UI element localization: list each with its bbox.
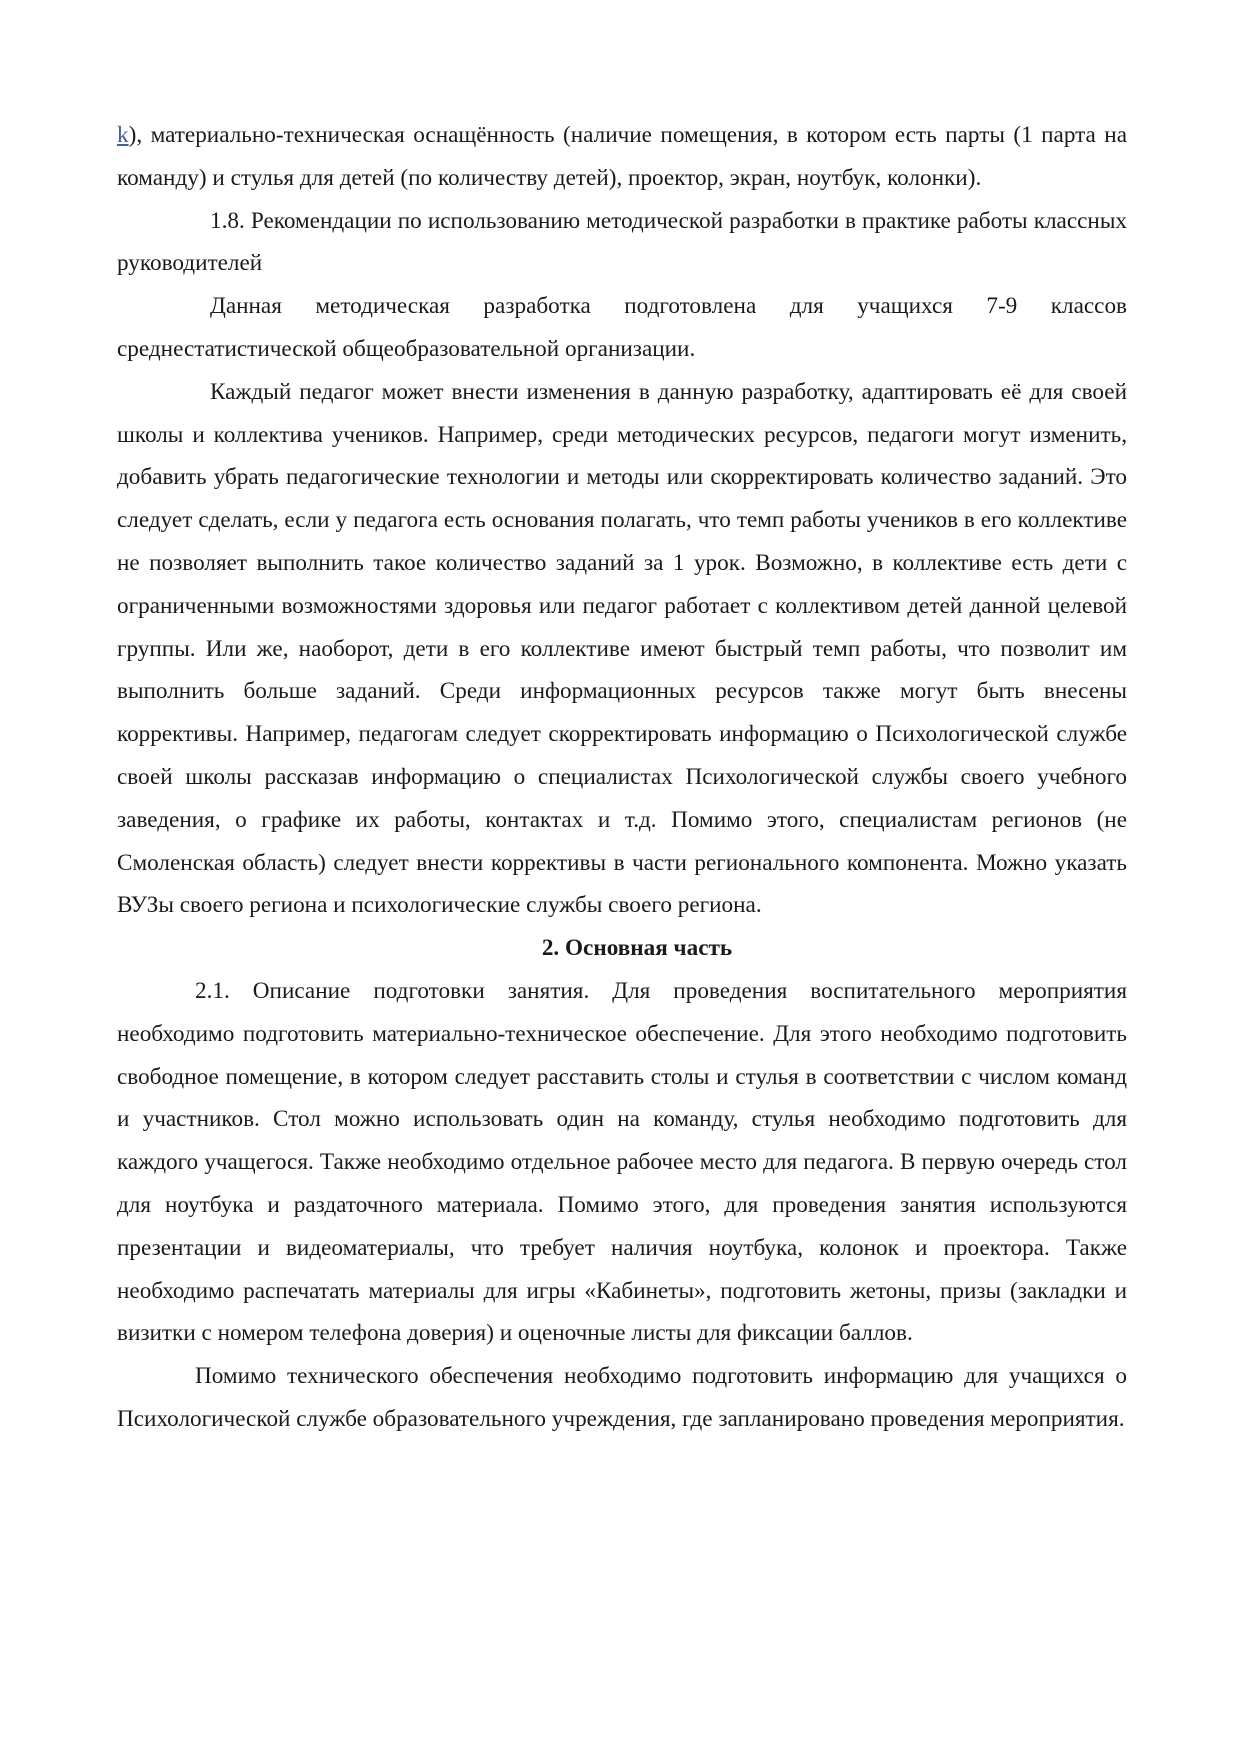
continuation-text: ), материально-техническая оснащённость (наличие помещения, в котором есть парты (1 парта на команду) и стулья для детей (по количеству детей), проектор, экран, ноутбук, колонки). [117,122,1127,191]
continuation-paragraph [117,114,1127,200]
adaptation-paragraph: Каждый педагог может внести изменения в данную разработку, адаптировать её для своей школы и коллектива учеников. Например, среди методических ресурсов, педагоги могут изменить, добавить убрать педагогические технологии и методы или скорректировать количество заданий. Это следует сделать, если у педагога есть основания полагать, что темп работы учеников в его коллективе не позволяет выполнить такое количество заданий за 1 урок. Возможно, в коллективе есть дети с ограниченными возможностями здоровья или педагог работает с коллективом детей данной целевой группы. Или же, наоборот, дети в его коллективе имеют быстрый темп работы, что позволит им выполнить больше заданий. Среди информационных ресурсов также могут быть внесены коррективы. Например, педагогам следует скорректировать информацию о Психологической службе своей школы рассказав информацию о специалистах Психологической службы своего учебного заведения, о графике их работы, контактах и т.д. Помимо этого, специалистам регионов (не Смоленская область) следует внести коррективы в части регионального компонента. Можно указать ВУЗы своего региона и психологические службы своего региона. [117,378,1127,919]
document-page [117,114,1127,1441]
preparation-paragraph: 2.1. Описание подготовки занятия. Для проведения воспитательного мероприятия необходимо подготовить материально-техническое обеспечение. Для этого необходимо подготовить свободное помещение, в котором следует расставить столы и стулья в соответствии с числом команд и участников. Стол можно использовать один на команду, стулья необходимо подготовить для каждого учащегося. Также необходимо отдельное рабочее место для педагога. В первую очередь стол для ноутбука и раздаточного материала. Помимо этого, для проведения занятия используются презентации и видеоматериалы, что требует наличия ноутбука, колонок и проектора. Также необходимо распечатать материалы для игры «Кабинеты», подготовить жетоны, призы (закладки и визитки с номером телефона доверия) и оценочные листы для фиксации баллов. [117,977,1127,1347]
section-heading: 2. Основная часть [541,935,733,962]
info-paragraph: Помимо технического обеспечения необходимо подготовить информацию для учащихся о Психологической службе образовательного учреждения, где запланировано проведения мероприятия. [117,1363,1127,1432]
intended-audience-paragraph: Данная методическая разработка подготовлена для учащихся 7-9 классов среднестатистической общеобразовательной организации. [117,293,1127,362]
recommendations-paragraph: 1.8. Рекомендации по использованию методической разработки в практике работы классных руководителей [117,207,1127,277]
continuation-link[interactable]: k [117,122,129,148]
